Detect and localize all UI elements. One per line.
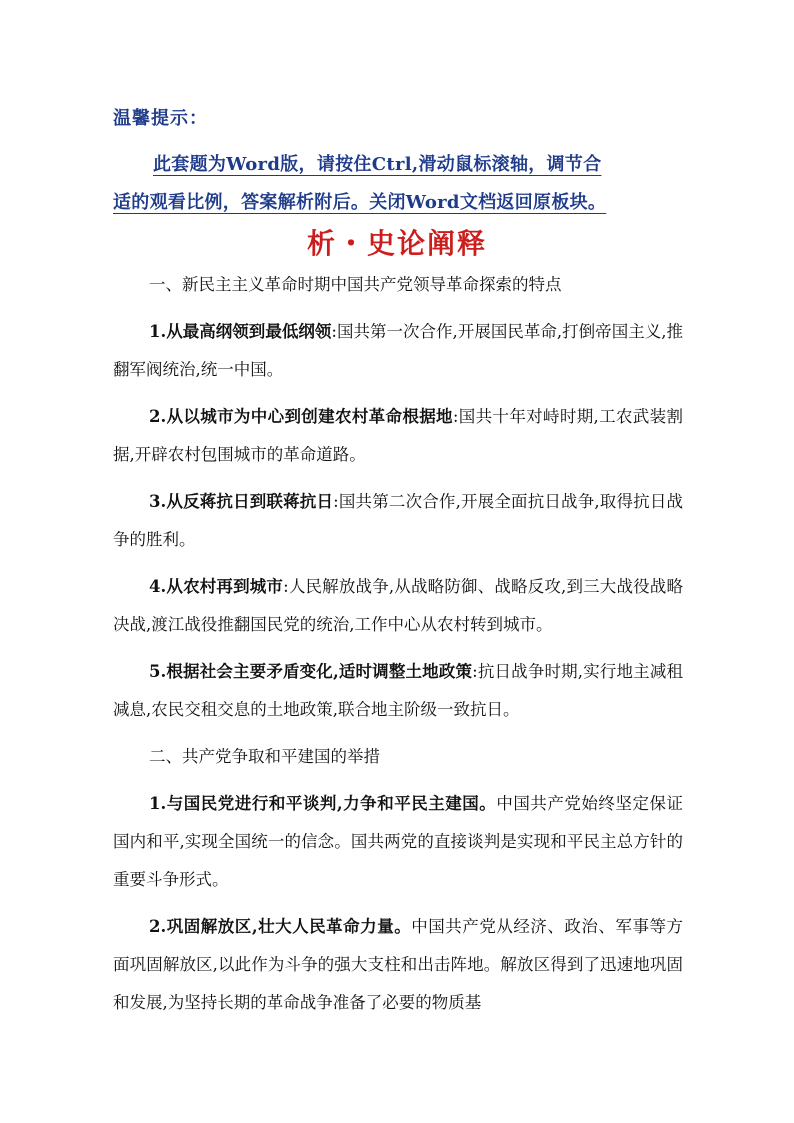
item-text: :国共十年对峙时期,工农武装割据,开辟农村包围城市的革命道路。 [113, 407, 683, 464]
item-lead: 1.从最高纲领到最低纲领 [149, 322, 332, 341]
item-text: 中国共产党从经济、政治、军事等方面巩固解放区,以此作为斗争的强大支柱和出击阵地。解放区得到了迅速地巩固和发展,为坚持长期的革命战争准备了必要的物质基 [113, 917, 683, 1012]
item-lead: 2.从以城市为中心到创建农村革命根据地 [149, 407, 453, 426]
item-lead: 5.根据社会主要矛盾变化,适时调整土地政策 [149, 662, 473, 681]
list-item [113, 313, 683, 389]
list-item [113, 908, 683, 1022]
part1-heading: 一、新民主主义革命时期中国共产党领导革命探索的特点 [149, 275, 562, 294]
list-item [113, 483, 683, 559]
part2-heading: 二、共产党争取和平建国的举措 [149, 747, 380, 766]
tip-title: 温馨提示： [113, 108, 208, 129]
list-item [113, 568, 683, 644]
item-text: :国共第一次合作,开展国民革命,打倒帝国主义,推翻军阀统治,统一中国。 [113, 322, 684, 379]
list-item [113, 653, 683, 729]
item-text: :国共第二次合作,开展全面抗日战争,取得抗日战争的胜利。 [113, 492, 683, 549]
list-item [113, 398, 683, 474]
section-title: 析・史论阐释 [306, 227, 487, 260]
item-text: :人民解放战争,从战略防御、战略反攻,到三大战役战略决战,渡江战役推翻国民党的统治,工作中心从农村转到城市。 [113, 577, 683, 634]
tip-body [113, 146, 683, 222]
tip-line-2: 适的观看比例，答案解析附后。关闭Word文档返回原板块。 [113, 192, 607, 213]
item-lead: 1.与国民党进行和平谈判,力争和平民主建国。 [149, 794, 497, 813]
item-text: :抗日战争时期,实行地主减租减息,农民交租交息的土地政策,联合地主阶级一致抗日。 [113, 662, 683, 719]
item-lead: 3.从反蒋抗日到联蒋抗日 [149, 492, 334, 511]
tip-line-1: 此套题为Word版，请按住Ctrl,滑动鼠标滚轴，调节合 [153, 154, 602, 175]
list-item [113, 785, 683, 899]
item-lead: 2.巩固解放区,壮大人民革命力量。 [149, 917, 412, 936]
content-body [113, 266, 683, 1031]
item-text: 中国共产党始终坚定保证国内和平,实现全国统一的信念。国共两党的直接谈判是实现和平民主总方针的重要斗争形式。 [113, 794, 683, 889]
item-lead: 4.从农村再到城市 [149, 577, 284, 596]
